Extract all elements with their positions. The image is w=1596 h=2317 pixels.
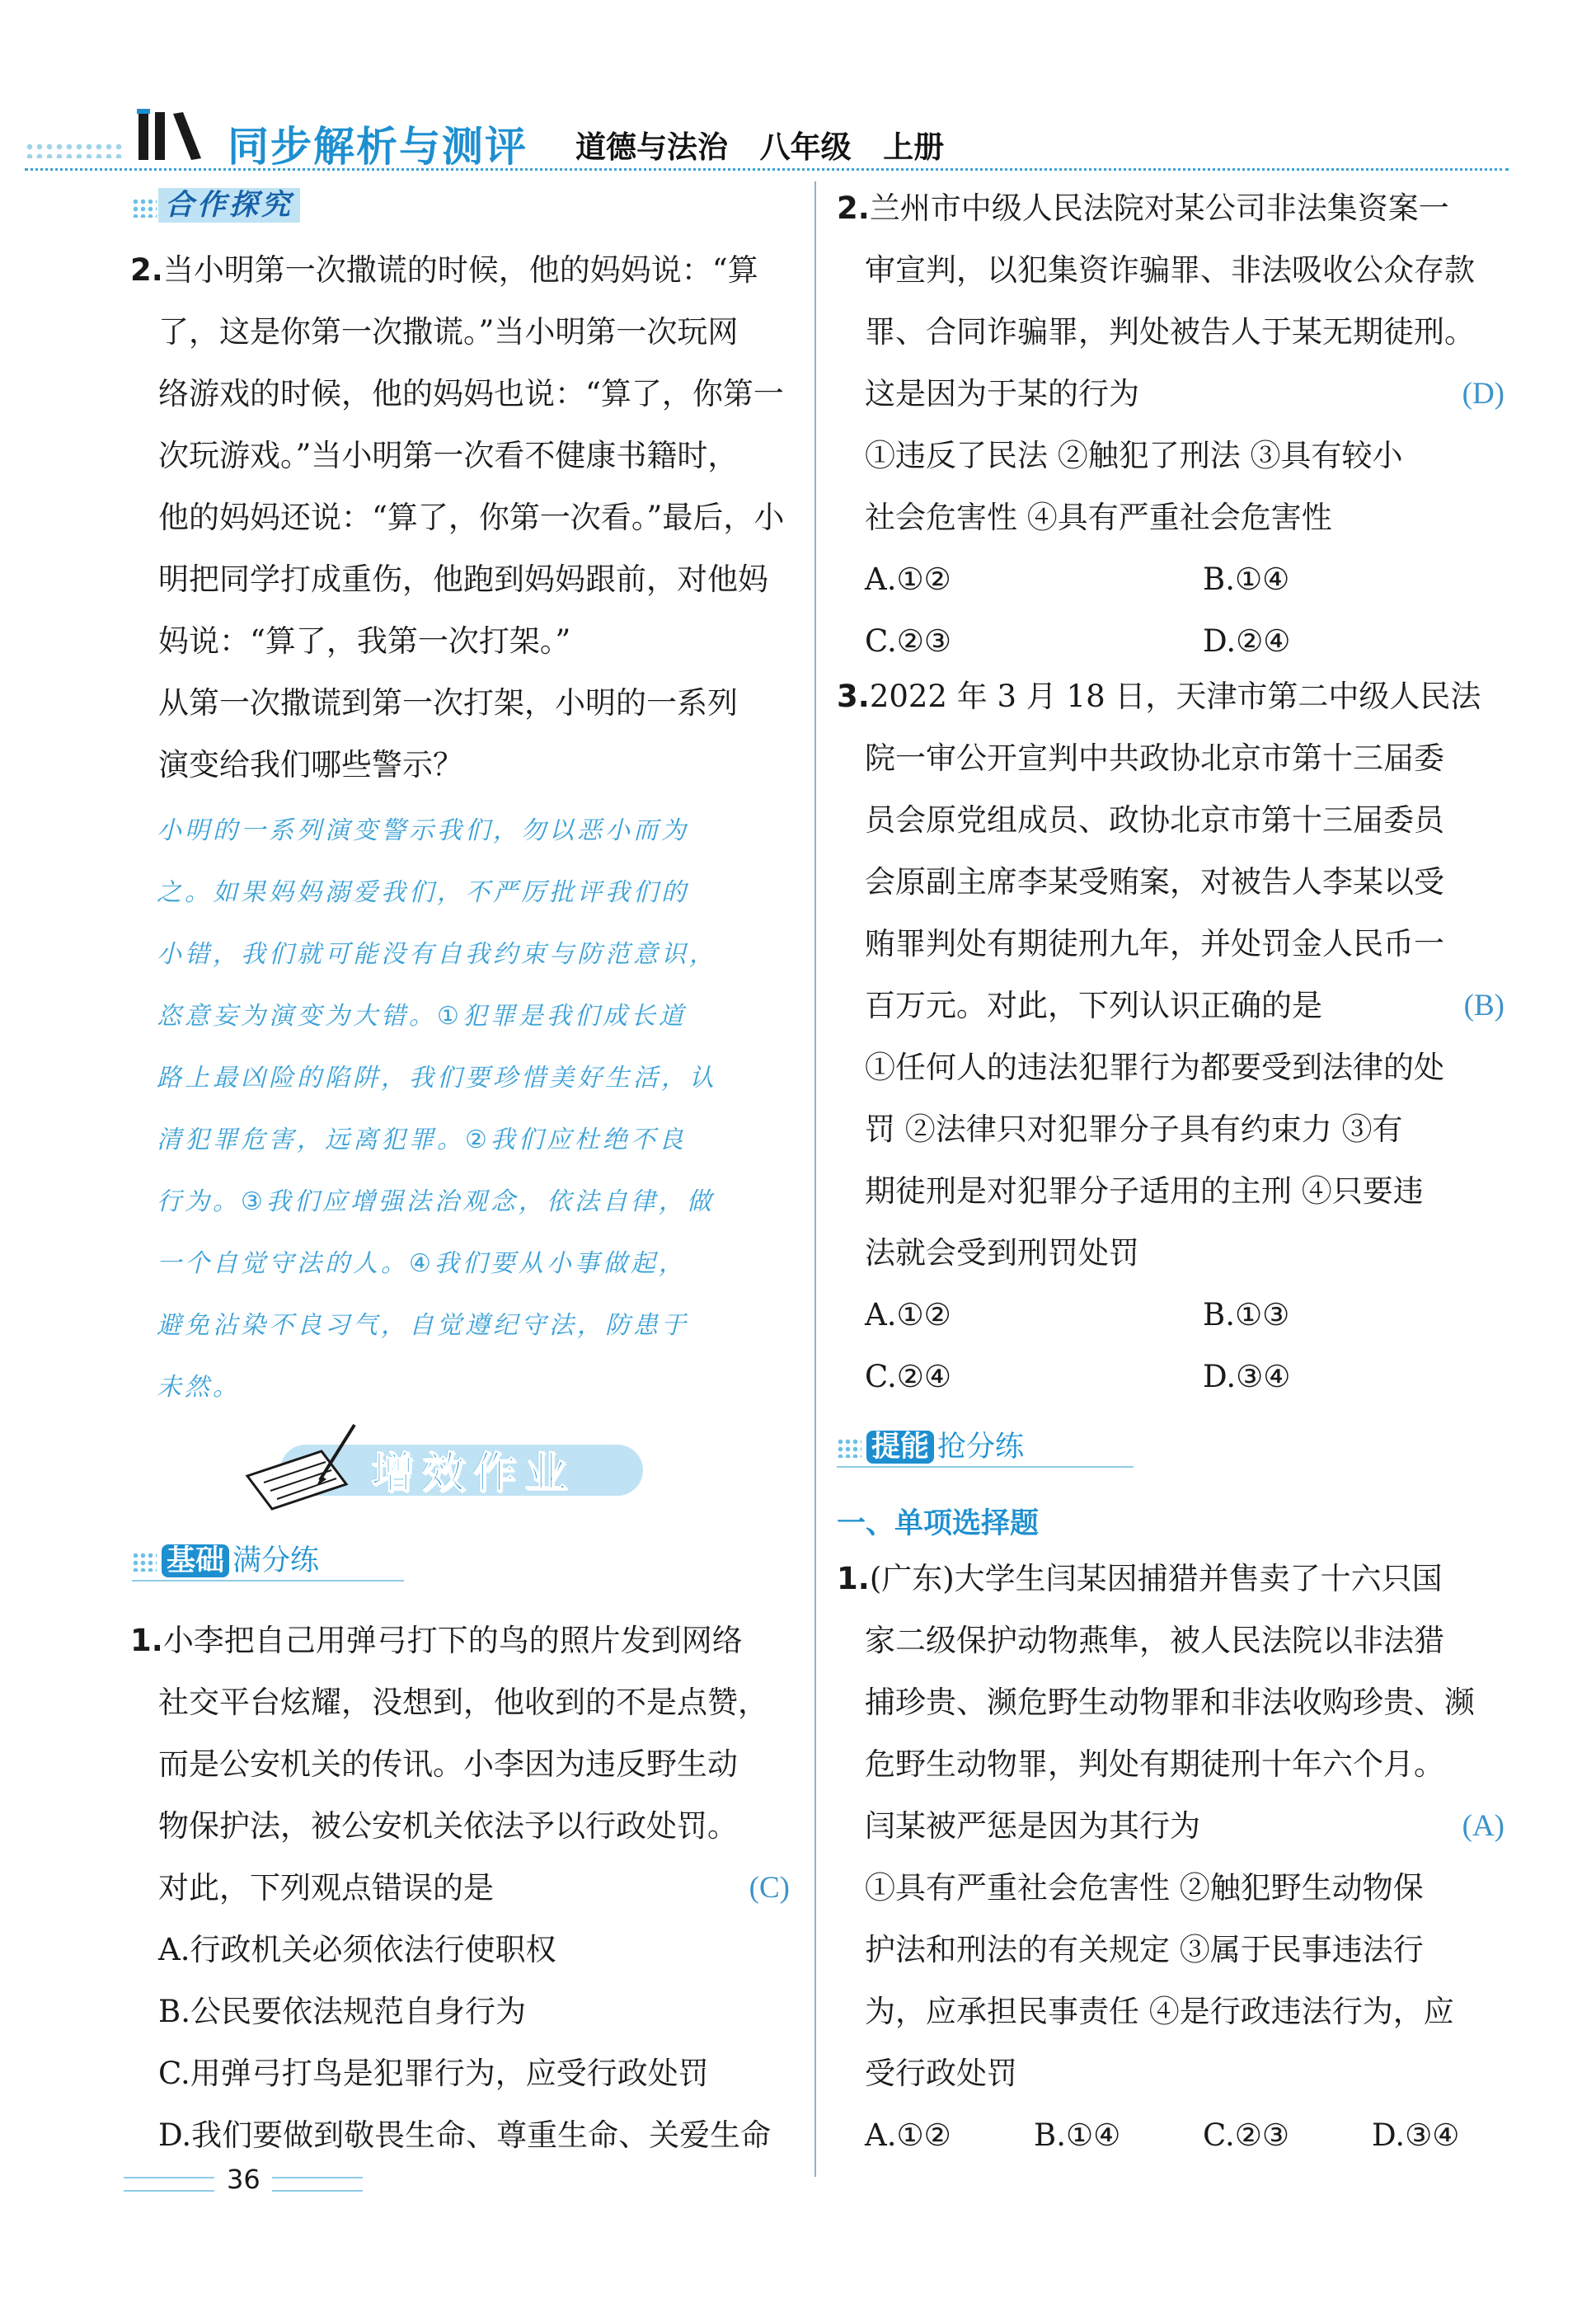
question-number: 2. [837,190,870,226]
right-question-2 [837,177,1504,672]
answer-line: 小明的一系列演变警示我们，勿以恶小而为 [157,816,689,845]
answer-mark: (B) [1463,989,1504,1022]
option-c: C.②③ [1203,2117,1290,2153]
question-line: 受行政处罚 [865,2056,1017,2091]
answer-line: 未然。 [157,1373,241,1402]
footer-bars-right [272,2177,363,2192]
question-number: 1. [130,1623,163,1658]
question-text: 闫某被严惩是因为其行为 [865,1808,1200,1844]
answer-line: 避免沾染不良习气，自觉遵纪守法，防患于 [157,1311,689,1340]
question-line: 护法和刑法的有关规定 ③属于民事违法行 [865,1932,1424,1967]
question-line [837,665,1504,727]
question-line [837,177,1504,239]
question-line: 贿罪判处有期徒刑九年，并处罚金人民币一 [865,926,1444,961]
homework-banner [231,1418,684,1517]
ability-label-rest: 抢分练 [937,1431,1025,1464]
question-line: 次玩游戏。”当小明第一次看不健康书籍时， [158,438,739,473]
question-text: 这是因为于某的行为 [865,376,1139,411]
question-line: 演变给我们哪些警示？ [158,747,463,783]
question-text: 对此，下列观点错误的是 [158,1870,494,1906]
answer-line: 之。如果妈妈溺爱我们，不严厉批评我们的 [157,878,689,907]
option-c: C.②③ [865,623,952,659]
question-line [837,363,1504,425]
coop-label: 合作探究 [158,188,300,223]
basic-section-label [132,1542,404,1580]
header-dots-decoration [25,142,124,158]
option-d: D.我们要做到敬畏生命、尊重生命、关爱生命 [158,2117,772,2153]
notebook-pen-icon [231,1418,363,1517]
options-row [837,2104,1504,2166]
question-line: 家二级保护动物燕隼，被人民法院以非法猎 [865,1623,1444,1658]
question-text: 百万元。对此，下列认识正确的是 [865,988,1322,1023]
question-text: 2022 年 3 月 18 日，天津市第二中级人民法 [869,679,1481,714]
question-line: ①具有严重社会危害性 ②触犯野生动物保 [865,1870,1424,1906]
question-text: (广东)大学生闫某因捕猎并售卖了十六只国 [869,1561,1443,1596]
dots-decoration [132,1552,157,1572]
question-line: 捕珍贵、濒危野生动物罪和非法收购珍贵、濒 [865,1685,1475,1720]
dots-decoration [132,198,157,218]
question-line: 从第一次撒谎到第一次打架，小明的一系列 [158,685,738,721]
option-d: D.②④ [1203,623,1291,659]
question-line: 明把同学打成重伤，他跑到妈妈跟前，对他妈 [158,562,768,597]
question-text: 小李把自己用弹弓打下的鸟的照片发到网络 [162,1623,743,1658]
option-b: B.①④ [1203,562,1290,597]
question-line: 罚 ②法律只对犯罪分子具有约束力 ③有 [865,1112,1403,1147]
column-divider [814,181,816,2177]
question-line: 他的妈妈还说：“算了，你第一次看。”最后，小 [158,500,785,535]
options-row [837,1284,1504,1346]
option-d: D.③④ [1203,1359,1291,1394]
question-line [130,1610,790,1671]
series-title: 同步解析与测评 [228,123,528,171]
basic-label-rest: 满分练 [232,1544,320,1577]
footer-bars-left [124,2177,214,2192]
options-row [837,548,1504,610]
question-line: 社交平台炫耀，没想到，他收到的不是点赞， [158,1685,768,1720]
question-line: 物保护法，被公安机关依法予以行政处罚。 [158,1808,738,1844]
question-line: 期徒刑是对犯罪分子适用的主刑 ④只要违 [865,1173,1424,1209]
question-number: 1. [837,1561,870,1596]
answer-line: 一个自觉守法的人。④我们要从小事做起， [157,1249,687,1278]
right-question-3 [837,665,1504,1408]
question-line [130,239,790,301]
banner-title: 增效作业 [371,1449,576,1498]
books-logo-icon [132,106,223,163]
options-row [837,1346,1504,1408]
question-line: 法就会受到刑罚处罚 [865,1235,1139,1271]
question-line: 危野生动物罪，判处有期徒刑十年六个月。 [865,1746,1444,1782]
right-question-1 [837,1548,1504,2166]
question-line: 妈说：“算了，我第一次打架。” [158,623,571,659]
question-line: 为，应承担民事责任 ④是行政违法行为，应 [865,1994,1454,2029]
answer-line: 恣意妄为演变为大错。①犯罪是我们成长道 [157,1002,687,1031]
question-line [130,1857,790,1919]
dots-decoration [837,1438,861,1458]
option-d: D.③④ [1372,2117,1460,2153]
option-b: B.①④ [1034,2117,1121,2153]
question-line: 罪、合同诈骗罪，判处被告人于某无期徒刑。 [865,314,1475,350]
answer-mark: (C) [749,1871,790,1905]
answer-line: 清犯罪危害，远离犯罪。②我们应杜绝不良 [157,1126,687,1154]
answer-mark: (D) [1462,377,1504,411]
question-line: ①任何人的违法犯罪行为都要受到法律的处 [865,1050,1444,1085]
option-a: A.行政机关必须依法行使职权 [158,1932,556,1967]
option-b: B.公民要依法规范自身行为 [158,1994,526,2029]
option-a: A.①② [865,1297,951,1332]
section-underline [837,1466,1134,1468]
handwritten-answer [157,800,791,1418]
question-text: 当小明第一次撒谎的时候，他的妈妈说：“算 [162,252,758,288]
question-line: 审宣判，以犯集资诈骗罪、非法吸收公众存款 [865,252,1475,288]
answer-line: 行为。③我们应增强法治观念，依法自律，做 [157,1187,715,1216]
option-b: B.①③ [1203,1297,1290,1332]
page-header [25,99,1509,173]
question-line: 会原副主席李某受贿案，对被告人李某以受 [865,864,1444,900]
question-number: 2. [130,252,163,288]
question-line: 了，这是你第一次撒谎。”当小明第一次玩网 [158,314,739,350]
left-question-1 [130,1610,790,2166]
question-line [837,975,1504,1036]
ability-label-highlight: 提能 [866,1431,934,1464]
header-divider [25,168,1509,171]
question-text: 兰州市中级人民法院对某公司非法集资案一 [869,190,1449,226]
question-line [837,1548,1504,1610]
subject-title: 道德与法治 八年级 上册 [575,129,945,165]
answer-line: 路上最凶险的陷阱，我们要珍惜美好生活，认 [157,1064,717,1093]
question-line: ①违反了民法 ②触犯了刑法 ③具有较小 [865,438,1403,473]
options-row [837,610,1504,672]
option-c: C.用弹弓打鸟是犯罪行为，应受行政处罚 [158,2056,709,2091]
page-footer [124,2162,371,2203]
basic-label-highlight: 基础 [162,1544,229,1577]
option-a: A.①② [865,2117,951,2153]
basic-label [162,1542,319,1580]
question-line [837,1795,1504,1857]
page-number: 36 [227,2164,261,2195]
ability-section-label [837,1428,1134,1466]
question-line: 社会危害性 ④具有严重社会危害性 [865,500,1332,535]
option-a: A.①② [865,562,951,597]
answer-line: 小错，我们就可能没有自我约束与防范意识， [157,940,717,969]
question-number: 3. [837,679,870,714]
question-line: 员会原党组成员、政协北京市第十三届委员 [865,802,1444,838]
question-line: 络游戏的时候，他的妈妈也说：“算了，你第一 [158,376,784,411]
answer-mark: (A) [1462,1809,1504,1843]
left-question-2 [130,239,790,796]
question-line: 院一审公开宣判中共政协北京市第十三届委 [865,740,1444,776]
question-line: 而是公安机关的传讯。小李因为违反野生动 [158,1746,738,1782]
part-heading: 一、单项选择题 [837,1507,1040,1540]
ability-label [866,1428,1024,1466]
option-c: C.②④ [865,1359,952,1394]
coop-section-label [132,188,346,226]
section-underline [132,1580,404,1581]
